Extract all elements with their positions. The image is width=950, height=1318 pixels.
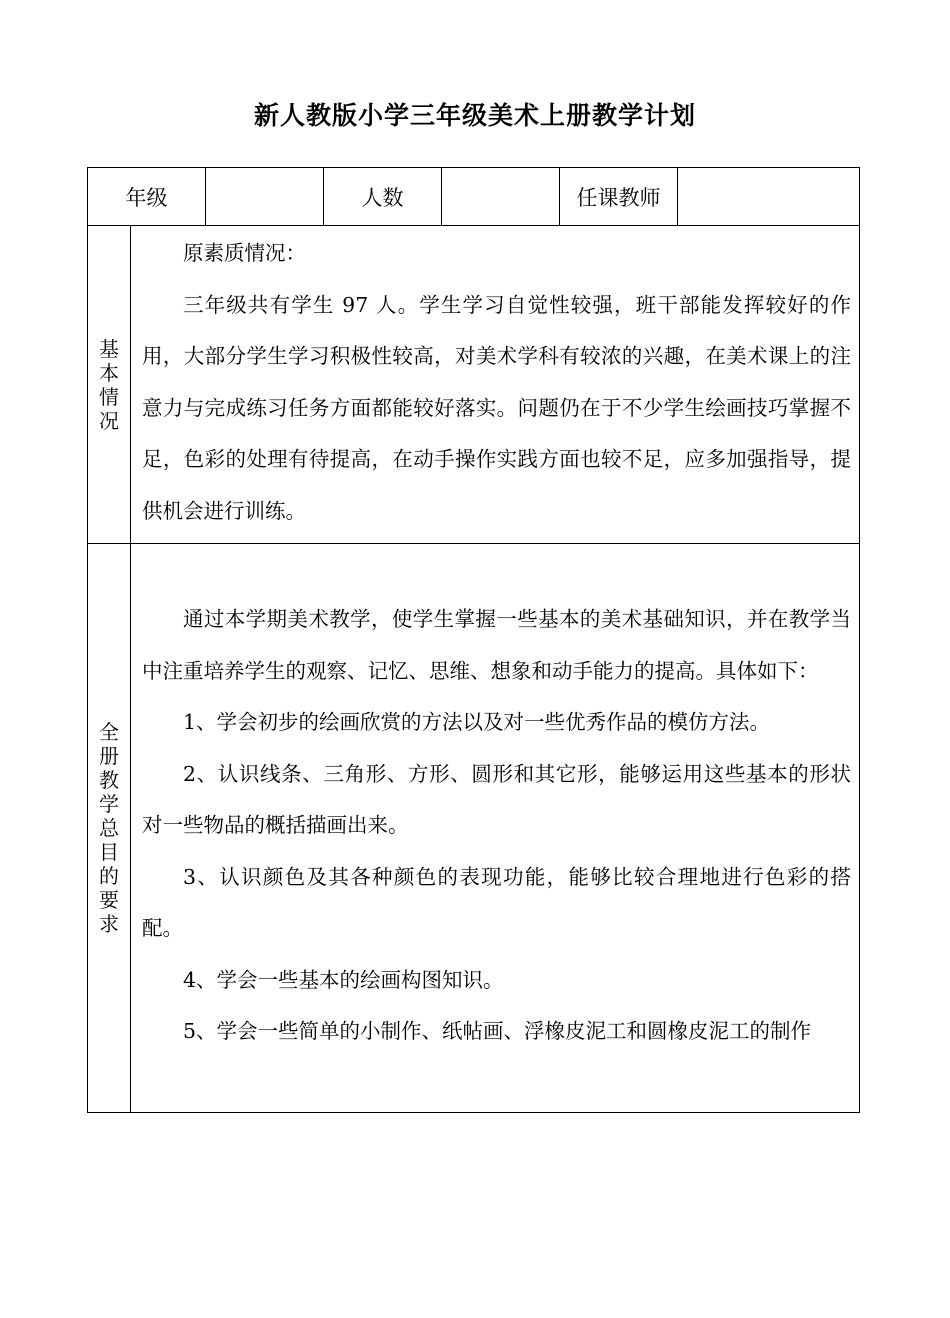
teacher-label: 任课教师: [560, 168, 678, 226]
grade-label: 年级: [88, 168, 206, 226]
grade-value-cell: [206, 168, 324, 226]
basic-situation-row: [88, 226, 860, 544]
goals-item: 4、学会一些基本的绘画构图知识。: [183, 967, 504, 992]
teaching-plan-table: [87, 167, 860, 1113]
basic-situation-paragraph: 三年级共有学生 97 人。学生学习自觉性较强，班干部能发挥较好的作用，大部分学生学习积极性较高，对美术学科有较浓的兴趣，在美术课上的注意力与完成练习任务方面都能较好落实。问题仍在于不少学生绘画技巧掌握不足，色彩的处理有待提高，在动手操作实践方面也较不足，应多加强指导，提供机会进行训练。: [142, 292, 851, 523]
overall-goals-label: 全册教学总目的要求: [99, 720, 119, 936]
goals-item: 2、认识线条、三角形、方形、圆形和其它形，能够运用这些基本的形状对一些物品的概括描画出来。: [142, 761, 851, 838]
teacher-value-cell: [678, 168, 860, 226]
goals-item: 3、认识颜色及其各种颜色的表现功能，能够比较合理地进行色彩的搭配。: [142, 864, 851, 941]
basic-situation-label: 基本情况: [99, 336, 119, 433]
overall-goals-label-cell: [88, 544, 131, 1113]
header-row: [88, 168, 860, 226]
student-count-value-cell: [442, 168, 560, 226]
basic-situation-content: [131, 226, 860, 544]
basic-situation-paragraph: 原素质情况：: [183, 241, 306, 265]
document-title: 新人教版小学三年级美术上册教学计划: [253, 101, 696, 130]
goals-paragraph: 通过本学期美术教学，使学生掌握一些基本的美术基础知识，并在教学当中注重培养学生的观察、记忆、思维、想象和动手能力的提高。具体如下：: [142, 607, 851, 683]
overall-goals-content: [131, 544, 860, 1113]
basic-situation-label-cell: [88, 226, 131, 544]
overall-goals-row: [88, 544, 860, 1113]
student-count-label: 人数: [324, 168, 442, 226]
goals-item: 5、学会一些简单的小制作、纸帖画、浮橡皮泥工和圆橡皮泥工的制作: [183, 1019, 812, 1044]
goals-item: 1、学会初步的绘画欣赏的方法以及对一些优秀作品的模仿方法。: [183, 710, 771, 735]
